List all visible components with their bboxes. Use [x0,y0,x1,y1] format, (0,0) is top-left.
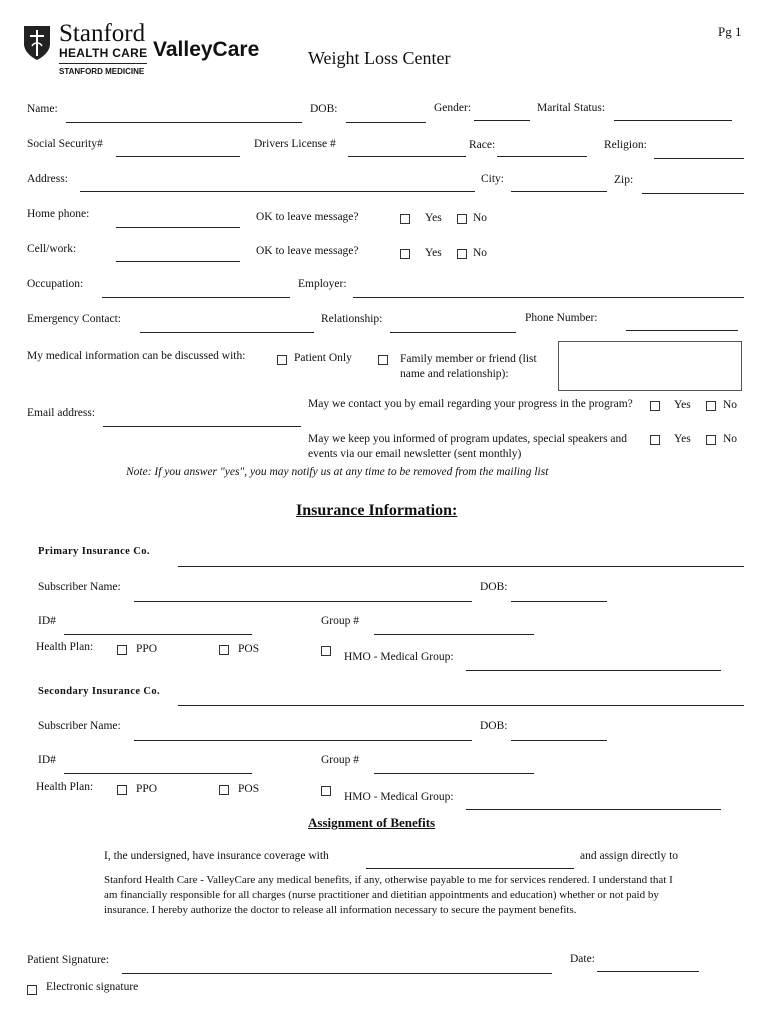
primary-ppo-checkbox[interactable] [117,645,127,655]
cell-ok-yes-label: Yes [425,247,442,259]
secondary-pos-label: POS [238,783,260,795]
newsletter-question: May we keep you informed of program updates, special speakers and events via our email newsletter (sent monthly) [308,433,628,460]
email-contact-no-label: No [723,399,738,411]
family-names-box[interactable] [558,341,742,391]
email-contact-yes-label: Yes [674,399,691,411]
primary-group-label: Group # [321,615,360,627]
emergency-label: Emergency Contact: [27,313,121,325]
license-field[interactable] [348,156,466,157]
primary-insurance-label: Primary Insurance Co. [38,546,150,557]
secondary-hmo-label: HMO - Medical Group: [344,791,454,803]
name-label: Name: [27,103,58,115]
patient-only-label: Patient Only [294,352,352,364]
insurance-heading: Insurance Information: [296,502,458,519]
email-contact-question: May we contact you by email regarding your progress in the program? [308,398,633,410]
dob-field[interactable] [346,122,426,123]
assignment-heading: Assignment of Benefits [308,815,436,830]
dob-label: DOB: [310,103,338,115]
assignment-paragraph: Stanford Health Care - ValleyCare any medical benefits, if any, otherwise payable to me for services rendered. I understand that I am financially responsible for all charges (nurse practitioner and dietitian appointments and education) whether or not paid by insurance. I hereby authorize the doctor to release all information necessary to secure the payment benefits. [104,874,673,916]
cell-ok-yes-checkbox[interactable] [400,249,410,259]
home-ok-yes-label: Yes [425,212,442,224]
secondary-ppo-checkbox[interactable] [117,785,127,795]
family-checkbox[interactable] [378,355,388,365]
newsletter-no-checkbox[interactable] [706,435,716,445]
logo-valleycare-text: ValleyCare [153,38,260,61]
primary-hmo-checkbox[interactable] [321,646,331,656]
email-contact-no-checkbox[interactable] [706,401,716,411]
home-ok-no-label: No [473,212,488,224]
occupation-field[interactable] [102,297,290,298]
signature-field[interactable] [122,973,552,974]
secondary-id-label: ID# [38,754,56,766]
cell-ok-no-label: No [473,247,488,259]
religion-label: Religion: [604,139,647,151]
emergency-field[interactable] [140,332,314,333]
primary-health-plan-label: Health Plan: [36,641,94,653]
ssn-label: Social Security# [27,138,103,150]
home-phone-field[interactable] [116,227,240,228]
primary-subscriber-field[interactable] [134,601,472,602]
secondary-ppo-label: PPO [136,783,158,795]
mailing-note: Note: If you answer "yes", you may notify us at any time to be removed from the mailing list [126,466,549,478]
employer-label: Employer: [298,278,347,290]
date-label: Date: [570,953,595,965]
primary-subscriber-label: Subscriber Name: [38,581,121,593]
signature-label: Patient Signature: [27,954,110,966]
med-info-label: My medical information can be discussed with: [27,350,246,362]
marital-field[interactable] [614,120,732,121]
newsletter-no-label: No [723,433,738,445]
family-label: Family member or friend (list name and relationship): [400,353,537,380]
home-ok-yes-checkbox[interactable] [400,214,410,224]
home-phone-label: Home phone: [27,208,90,220]
secondary-group-field[interactable] [374,773,534,774]
primary-insurance-field[interactable] [178,566,744,567]
ssn-field[interactable] [116,156,240,157]
secondary-hmo-field[interactable] [466,809,721,810]
electronic-signature-label: Electronic signature [46,981,139,993]
primary-hmo-field[interactable] [466,670,721,671]
secondary-insurance-label: Secondary Insurance Co. [38,686,161,697]
license-label: Drivers License # [254,138,336,150]
occupation-label: Occupation: [27,278,84,290]
cell-label: Cell/work: [27,243,77,255]
race-label: Race: [469,139,496,151]
secondary-pos-checkbox[interactable] [219,785,229,795]
cell-ok-label: OK to leave message? [256,245,359,257]
home-ok-no-checkbox[interactable] [457,214,467,224]
logo-medicine-text: STANFORD MEDICINE [59,67,145,76]
gender-field[interactable] [474,120,530,121]
assignment-line1-end: and assign directly to [580,850,679,862]
secondary-subscriber-label: Subscriber Name: [38,720,121,732]
phone-number-label: Phone Number: [525,312,598,324]
date-field[interactable] [597,971,699,972]
shield-icon [22,24,52,62]
email-label: Email address: [27,407,96,419]
secondary-group-label: Group # [321,754,360,766]
insurance-carrier-field[interactable] [366,868,574,869]
primary-pos-checkbox[interactable] [219,645,229,655]
city-field[interactable] [511,191,607,192]
email-field[interactable] [103,426,301,427]
primary-dob-label: DOB: [480,581,508,593]
primary-ppo-label: PPO [136,643,158,655]
home-ok-label: OK to leave message? [256,211,359,223]
primary-id-label: ID# [38,615,56,627]
page-number: Pg 1 [718,24,742,39]
primary-pos-label: POS [238,643,260,655]
logo-health-care-text: HEALTH CARE [59,46,148,60]
address-field[interactable] [80,191,475,192]
primary-group-field[interactable] [374,634,534,635]
cell-ok-no-checkbox[interactable] [457,249,467,259]
secondary-hmo-checkbox[interactable] [321,786,331,796]
cell-field[interactable] [116,261,240,262]
secondary-id-field[interactable] [64,773,252,774]
primary-dob-field[interactable] [511,601,607,602]
secondary-subscriber-field[interactable] [134,740,472,741]
patient-only-checkbox[interactable] [277,355,287,365]
relationship-label: Relationship: [321,313,383,325]
secondary-dob-label: DOB: [480,720,508,732]
religion-field[interactable] [654,158,744,159]
secondary-health-plan-label: Health Plan: [36,781,94,793]
secondary-insurance-field[interactable] [178,705,744,706]
email-contact-yes-checkbox[interactable] [650,401,660,411]
newsletter-yes-label: Yes [674,433,691,445]
electronic-signature-checkbox[interactable] [27,985,37,995]
race-field[interactable] [497,156,587,157]
secondary-dob-field[interactable] [511,740,607,741]
city-label: City: [481,173,505,185]
zip-field[interactable] [642,193,744,194]
gender-label: Gender: [434,102,472,114]
address-label: Address: [27,173,68,185]
newsletter-yes-checkbox[interactable] [650,435,660,445]
primary-id-field[interactable] [64,634,252,635]
employer-field[interactable] [353,297,744,298]
zip-label: Zip: [614,174,634,186]
logo-stanford-text: Stanford [59,20,146,47]
assignment-line1-text: I, the undersigned, have insurance coverage with [104,850,329,862]
relationship-field[interactable] [390,332,516,333]
page-title: Weight Loss Center [308,48,451,68]
phone-number-field[interactable] [626,330,738,331]
name-field[interactable] [66,122,302,123]
primary-hmo-label: HMO - Medical Group: [344,651,454,663]
marital-label: Marital Status: [537,102,606,114]
